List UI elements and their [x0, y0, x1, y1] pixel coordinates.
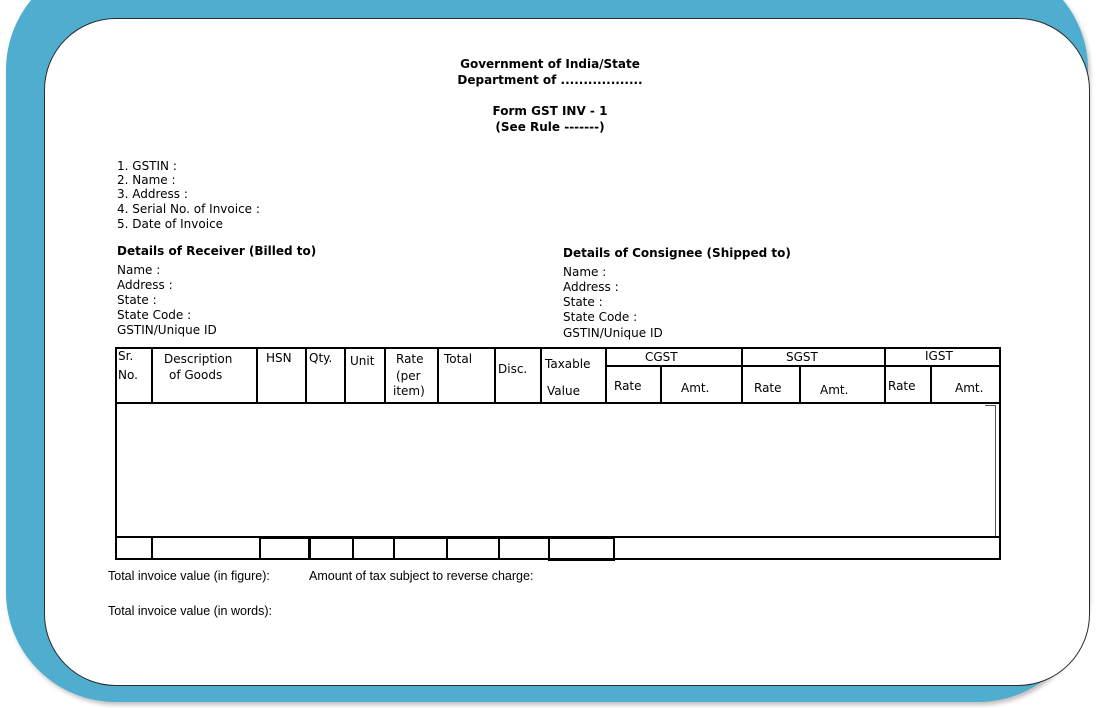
consignee-name: Name : [563, 265, 607, 279]
col-taxable-2: Value [547, 384, 580, 398]
header-line2: Department of .................. [457, 73, 643, 87]
receiver-gstin: GSTIN/Unique ID [117, 323, 217, 337]
col-taxable: Taxable [545, 357, 591, 371]
header-line1: Government of India/State [460, 57, 640, 71]
col-cgst: CGST [645, 350, 678, 364]
cgst-amt: Amt. [681, 381, 710, 395]
field-gstin: 1. GSTIN : [117, 159, 177, 173]
col-sr: Sr. [118, 349, 134, 363]
sgst-rate: Rate [754, 381, 782, 395]
total-words-label: Total invoice value (in words): [108, 604, 272, 618]
igst-amt: Amt. [955, 381, 984, 395]
receiver-state: State : [117, 293, 157, 307]
consignee-gstin: GSTIN/Unique ID [563, 326, 663, 340]
col-rate: Rate [396, 352, 424, 366]
consignee-state: State : [563, 295, 603, 309]
field-date: 5. Date of Invoice [117, 217, 224, 231]
field-serial: 4. Serial No. of Invoice : [117, 202, 260, 216]
total-figure-label: Total invoice value (in figure): [108, 569, 270, 583]
col-rate-3: item) [393, 384, 425, 398]
form-title: Form GST INV - 1 [492, 104, 608, 118]
col-rate-2: (per [396, 369, 421, 383]
consignee-heading: Details of Consignee (Shipped to) [563, 246, 791, 260]
col-igst: IGST [925, 349, 953, 363]
col-disc: Disc. [498, 362, 528, 376]
col-sgst: SGST [786, 350, 818, 364]
receiver-address: Address : [117, 278, 173, 292]
receiver-heading: Details of Receiver (Billed to) [117, 244, 317, 258]
sgst-amt: Amt. [820, 383, 849, 397]
col-description: Description [164, 352, 233, 366]
form-rule: (See Rule -------) [495, 120, 605, 134]
field-name: 2. Name : [117, 173, 176, 187]
col-unit: Unit [350, 354, 375, 368]
col-sr-2: No. [118, 368, 138, 382]
col-description-2: of Goods [169, 368, 223, 382]
col-hsn: HSN [266, 351, 292, 365]
reverse-charge-label: Amount of tax subject to reverse charge: [309, 569, 534, 583]
consignee-state-code: State Code : [563, 310, 638, 324]
field-address: 3. Address : [117, 187, 188, 201]
consignee-address: Address : [563, 280, 619, 294]
cgst-rate: Rate [614, 379, 642, 393]
receiver-state-code: State Code : [117, 308, 192, 322]
col-total: Total [444, 352, 473, 366]
col-qty: Qty. [309, 351, 333, 365]
receiver-name: Name : [117, 263, 161, 277]
igst-rate: Rate [888, 379, 916, 393]
